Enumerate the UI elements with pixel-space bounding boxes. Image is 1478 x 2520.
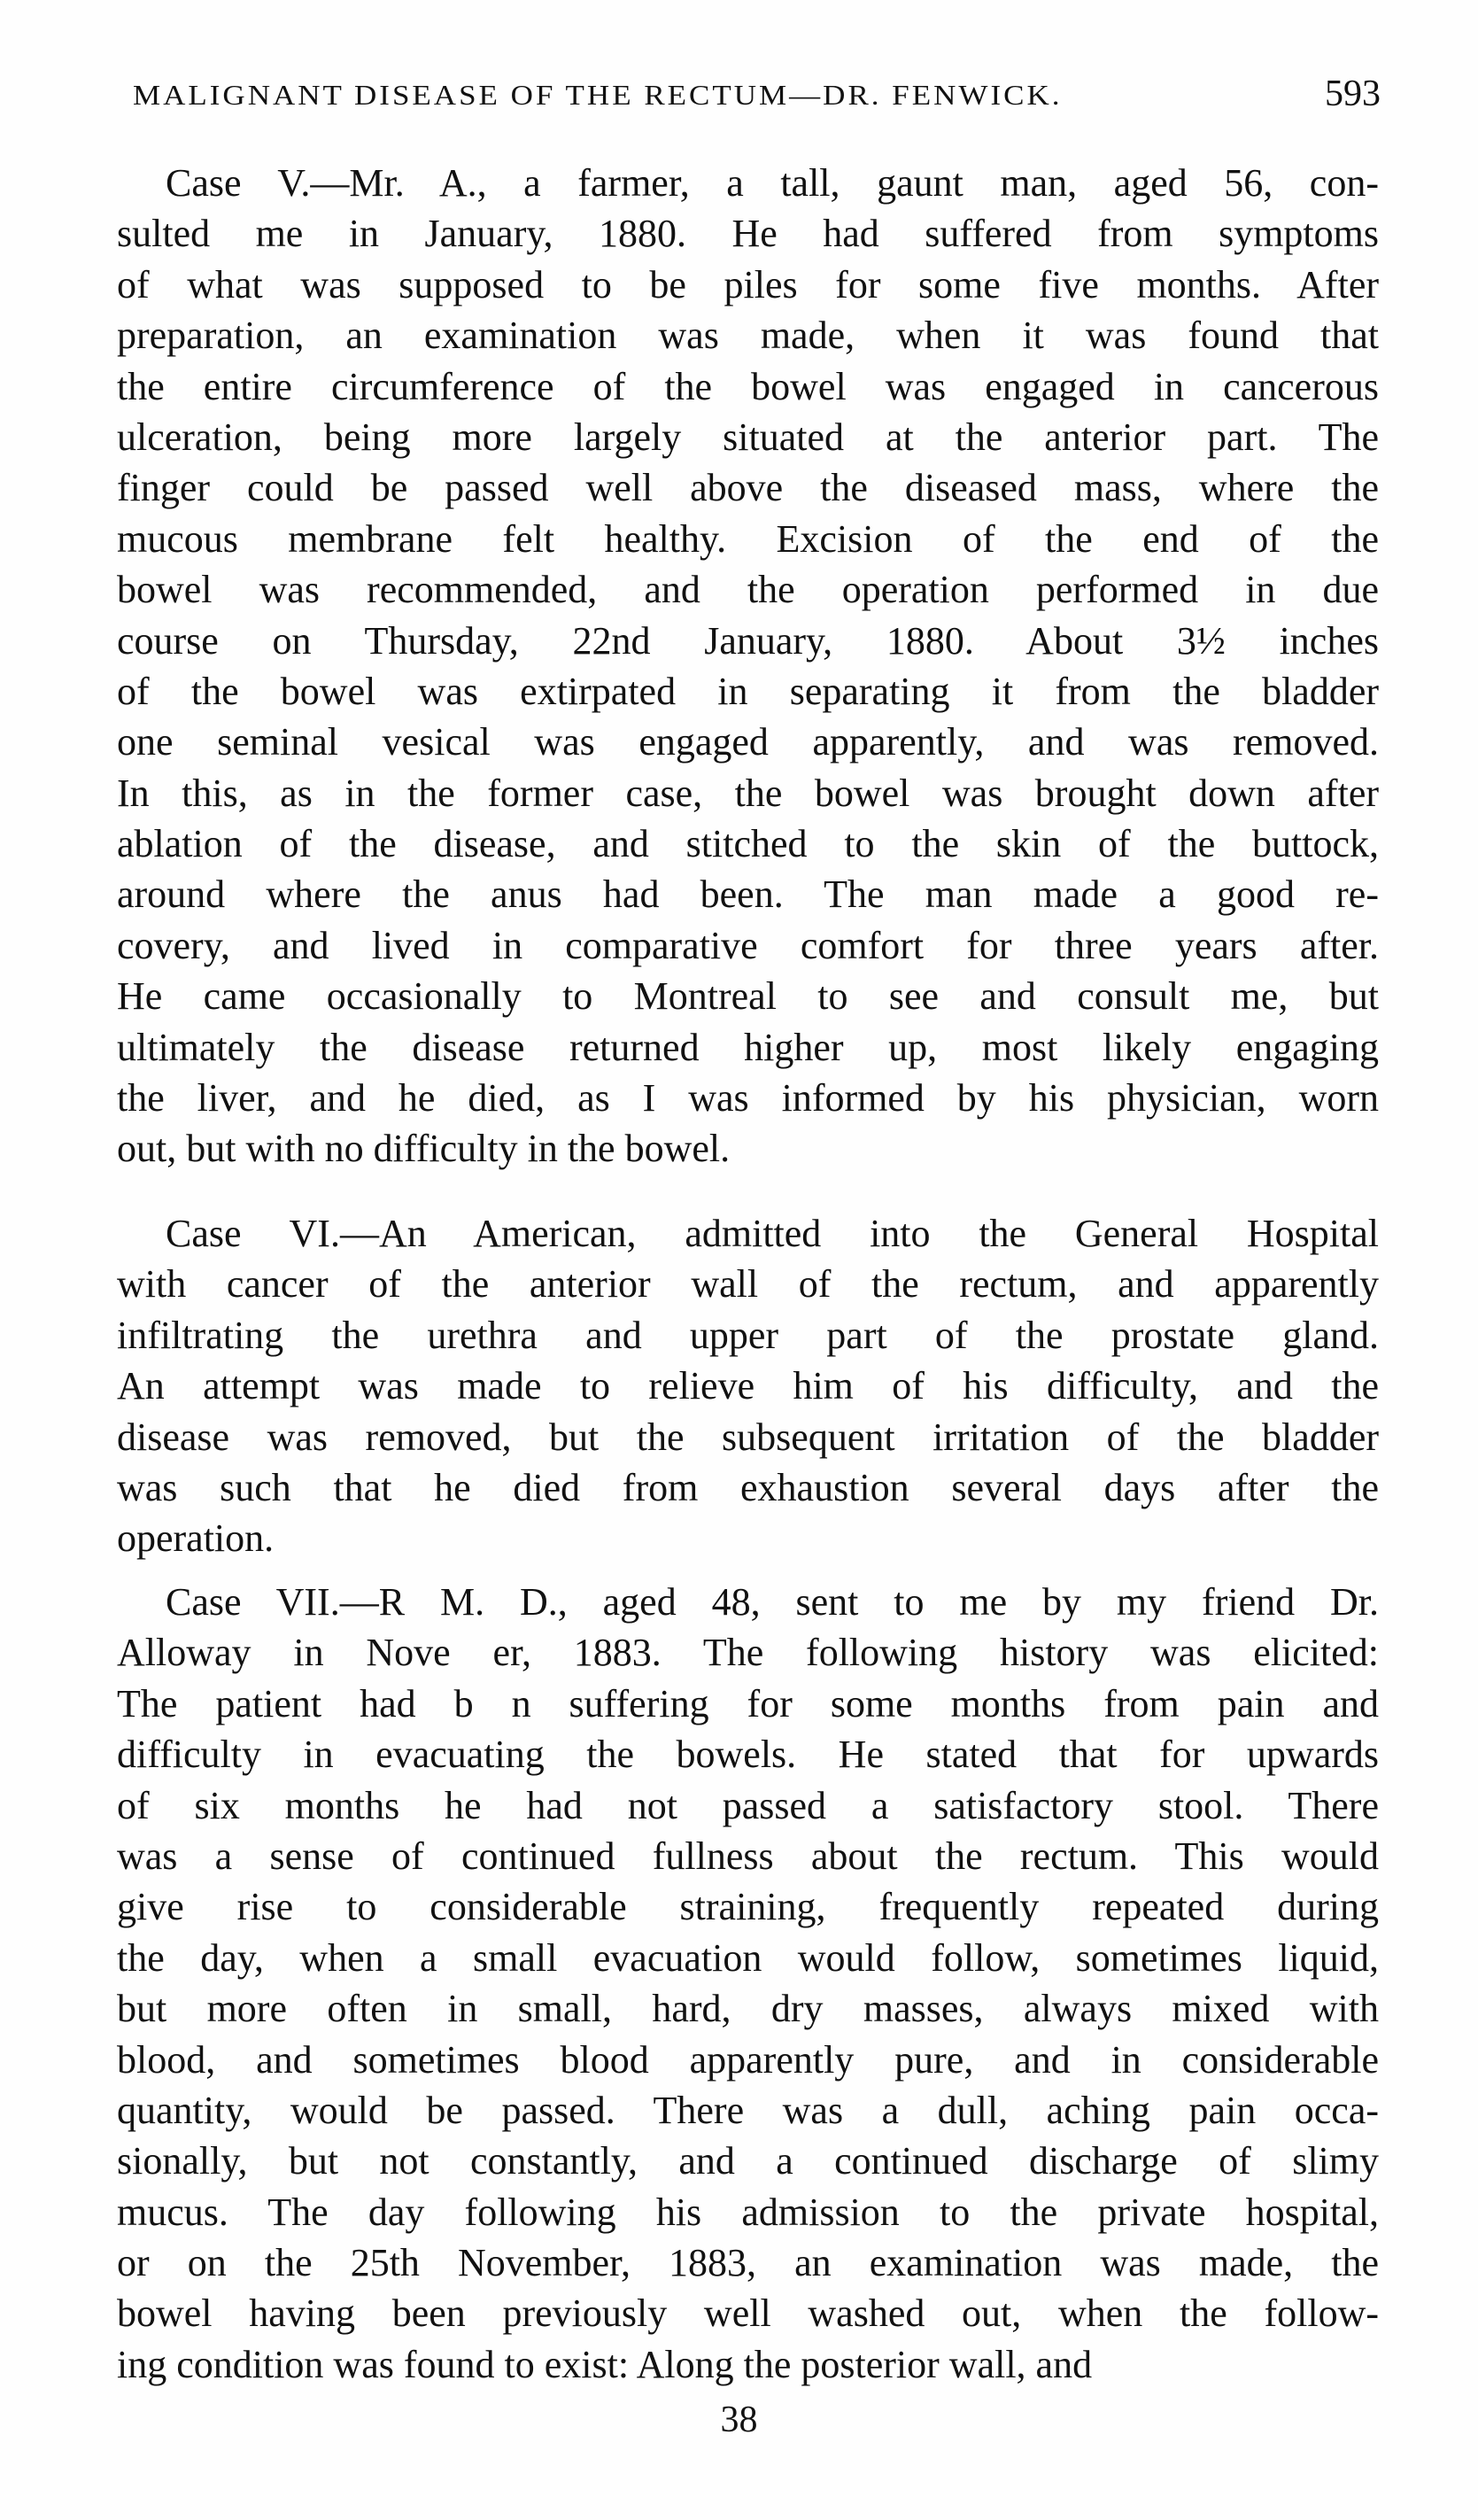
text-line: the entire circumference of the bowel was engaged in cancerous: [117, 364, 1379, 408]
text-line: In this, as in the former case, the bowel was brought down after: [117, 771, 1379, 815]
text-line: ing condition was found to exist: Along the posterior wall, and: [117, 2342, 1093, 2386]
text-line: bowel having been previously well washed out, when the follow-: [117, 2291, 1379, 2336]
text-line: was such that he died from exhaustion several days after the: [117, 1465, 1379, 1509]
text-line: preparation, an examination was made, when it was found that: [117, 314, 1379, 358]
text-line: ulceration, being more largely situated at the anterior part. The: [117, 415, 1379, 459]
page-number: 593: [1325, 74, 1381, 114]
text-line: mucus. The day following his admission to the private hospital,: [117, 2190, 1379, 2234]
text-line: Case V.—Mr. A., a farmer, a tall, gaunt man, aged 56, con-: [166, 161, 1379, 205]
text-line: of the bowel was extirpated in separating it from the bladder: [117, 669, 1379, 713]
text-line: ultimately the disease returned higher up, most likely engaging: [117, 1025, 1379, 1069]
text-line: Case VII.—R M. D., aged 48, sent to me by my friend Dr.: [166, 1580, 1379, 1624]
text-line: quantity, would be passed. There was a dull, aching pain occa-: [117, 2088, 1379, 2132]
text-line: sulted me in January, 1880. He had suffered from symptoms: [117, 212, 1379, 256]
running-head: [133, 73, 1381, 126]
text-line: out, but with no difficulty in the bowel.: [117, 1127, 731, 1171]
text-line: course on Thursday, 22nd January, 1880. About 3½ inches: [117, 618, 1379, 663]
text-line: mucous membrane felt healthy. Excision of the end of the: [117, 516, 1379, 561]
text-line: was a sense of continued fullness about the rectum. This would: [117, 1834, 1379, 1878]
text-line: give rise to considerable straining, frequently repeated during: [117, 1885, 1379, 1929]
case-vii-paragraph: [117, 1577, 1379, 2390]
text-line: disease was removed, but the subsequent irritation of the bladder: [117, 1415, 1379, 1459]
text-line: of what was supposed to be piles for some five months. After: [117, 262, 1379, 306]
text-line: of six months he had not passed a satisfactory stool. There: [117, 1783, 1379, 1827]
signature-mark: 38: [720, 2400, 758, 2440]
text-line: Alloway in Nove er, 1883. The following history was elicited:: [117, 1631, 1379, 1675]
text-line: or on the 25th November, 1883, an examination was made, the: [117, 2241, 1379, 2285]
text-line: infiltrating the urethra and upper part of the prostate gland.: [117, 1313, 1379, 1357]
case-v-paragraph: [117, 158, 1379, 1175]
text-line: covery, and lived in comparative comfort for three years after.: [117, 923, 1379, 967]
text-line: An attempt was made to relieve him of his difficulty, and the: [117, 1364, 1379, 1408]
case-vi-paragraph: [117, 1208, 1379, 1564]
text-line: the liver, and he died, as I was informed by his physician, worn: [117, 1076, 1379, 1120]
text-line: blood, and sometimes blood apparently pure, and in considerable: [117, 2037, 1379, 2082]
text-line: bowel was recommended, and the operation performed in due: [117, 568, 1379, 612]
text-line: difficulty in evacuating the bowels. He stated that for upwards: [117, 1733, 1379, 1777]
text-line: He came occasionally to Montreal to see and consult me, but: [117, 974, 1379, 1019]
text-line: around where the anus had been. The man made a good re-: [117, 872, 1379, 917]
text-line: ablation of the disease, and stitched to the skin of the buttock,: [117, 822, 1379, 866]
running-title: MALIGNANT DISEASE OF THE RECTUM—DR. FENWICK.: [133, 80, 1063, 112]
text-line: sionally, but not constantly, and a continued discharge of slimy: [117, 2139, 1379, 2183]
text-line: the day, when a small evacuation would follow, sometimes liquid,: [117, 1935, 1379, 1980]
text-line: one seminal vesical was engaged apparently, and was removed.: [117, 720, 1379, 764]
text-line: The patient had b n suffering for some months from pain and: [117, 1681, 1379, 1725]
text-line: finger could be passed well above the diseased mass, where the: [117, 466, 1379, 510]
text-line: with cancer of the anterior wall of the rectum, and apparently: [117, 1262, 1379, 1307]
text-line: but more often in small, hard, dry masses, always mixed with: [117, 1987, 1379, 2031]
text-line: Case VI.—An American, admitted into the General Hospital: [166, 1212, 1379, 1255]
text-line: operation.: [117, 1516, 275, 1561]
